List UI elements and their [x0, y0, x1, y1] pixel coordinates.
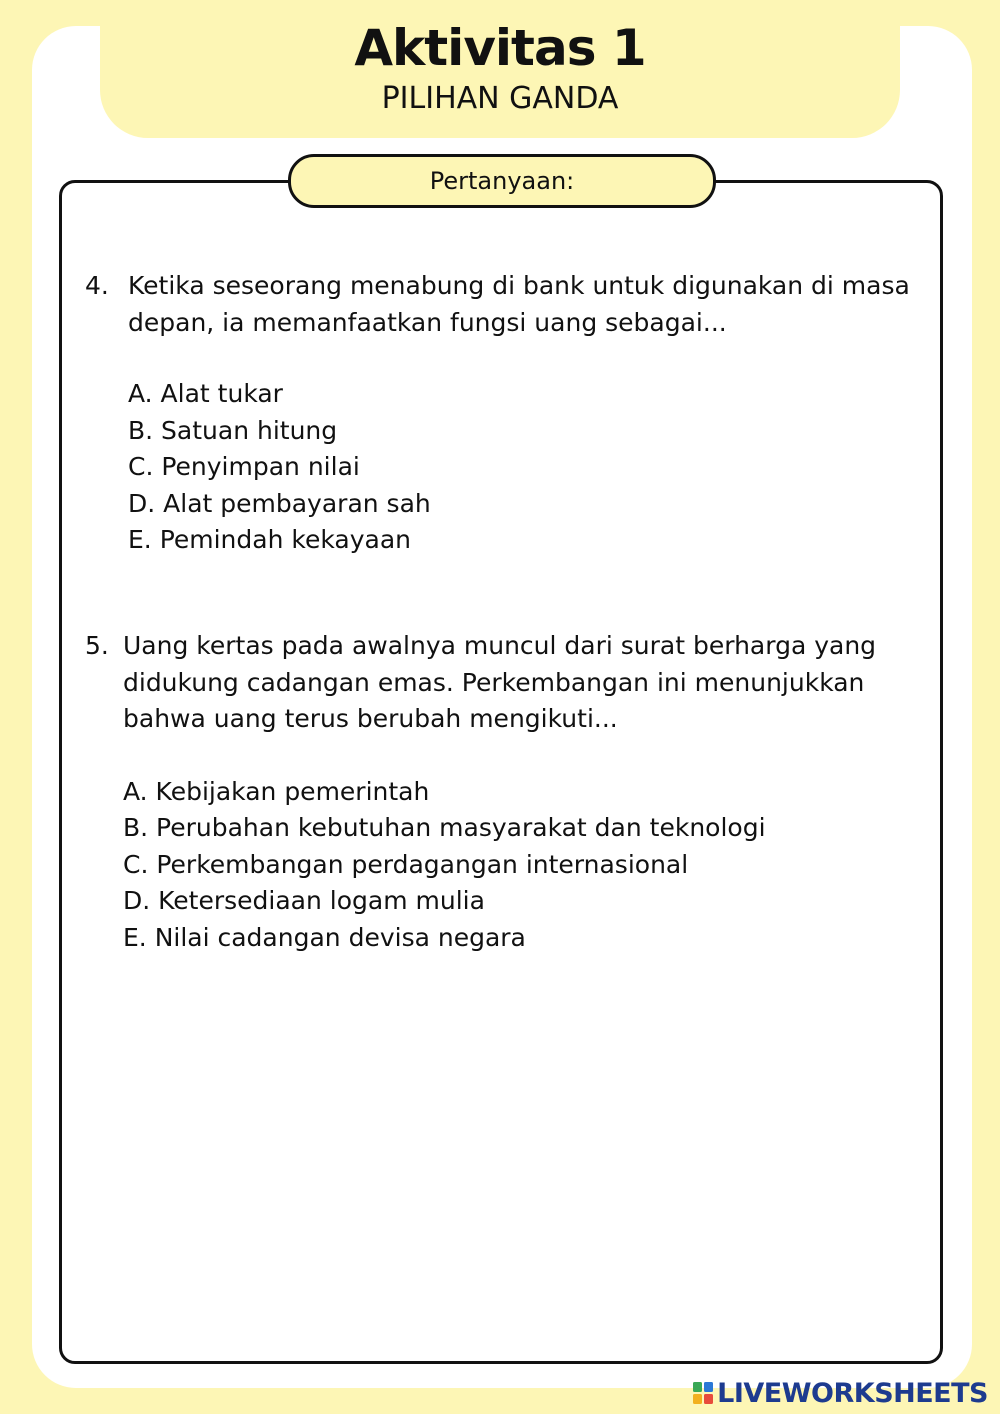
option-a[interactable]: A. Kebijakan pemerintah	[123, 776, 430, 806]
page-title: Aktivitas 1	[354, 19, 646, 77]
question-4	[85, 268, 915, 559]
option-b[interactable]: B. Perubahan kebutuhan masyarakat dan teknologi	[123, 813, 766, 842]
section-label: Pertanyaan:	[288, 154, 716, 208]
option-b[interactable]: B. Satuan hitung	[128, 415, 338, 445]
answer-options	[123, 774, 915, 957]
page-subtitle: PILIHAN GANDA	[381, 81, 619, 116]
answer-options	[128, 376, 915, 559]
liveworksheets-logo-icon	[693, 1382, 713, 1404]
option-e[interactable]: E. Nilai cadangan devisa negara	[123, 922, 526, 952]
question-number: 5.	[85, 631, 109, 660]
question-number: 4.	[85, 271, 109, 300]
option-d[interactable]: D. Ketersediaan logam mulia	[123, 886, 485, 915]
header-banner	[100, 0, 900, 138]
question-text: Uang kertas pada awalnya muncul dari surat berharga yang didukung cadangan emas. Perkembangan ini menunjukkan bahwa uang terus berubah mengikuti...	[123, 631, 877, 733]
option-d[interactable]: D. Alat pembayaran sah	[128, 488, 431, 518]
option-c[interactable]: C. Penyimpan nilai	[128, 452, 360, 481]
option-a[interactable]: A. Alat tukar	[128, 379, 283, 408]
brand-name: LIVEWORKSHEETS	[717, 1377, 988, 1409]
option-e[interactable]: E. Pemindah kekayaan	[128, 525, 411, 554]
question-text: Ketika seseorang menabung di bank untuk digunakan di masa depan, ia memanfaatkan fungsi uang sebagai...	[128, 271, 910, 337]
liveworksheets-brand[interactable]	[693, 1378, 988, 1408]
question-5	[85, 628, 915, 956]
option-c[interactable]: C. Perkembangan perdagangan internasional	[123, 849, 689, 879]
